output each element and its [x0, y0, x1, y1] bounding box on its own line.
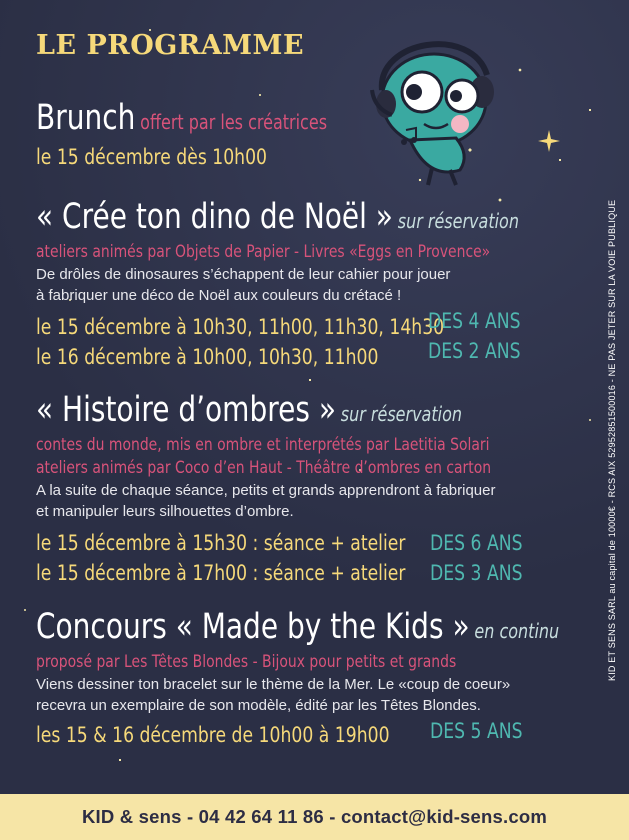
ombres-description-line: A la suite de chaque séance, petits et grands apprendront à fabriquer [36, 482, 496, 499]
brunch-date: le 15 décembre dès 10h00 [36, 145, 268, 169]
dino-heading: « Crée ton dino de Noël » sur réservation [36, 197, 519, 237]
dino-section [36, 197, 629, 372]
concours-description-line: recevra un exemplaire de son modèle, édité par les Têtes Blondes. [36, 697, 481, 714]
brunch-section [36, 98, 629, 172]
dino-age-badge: DES 4 ANS [428, 309, 521, 333]
brunch-heading: Brunch offert par les créatrices [36, 98, 328, 138]
ombres-age-badge: DES 3 ANS [430, 561, 523, 585]
program-title: LE PROGRAMME [36, 30, 305, 61]
ombres-hosts: ateliers animés par Coco d’en Haut - Théâtre d’ombres en carton [36, 458, 492, 478]
dino-tag: sur réservation [397, 209, 519, 233]
dino-description-line: De drôles de dinosaures s’échappent de leur cahier pour jouer [36, 266, 451, 283]
legal-notice: KID ET SENS SARL au capital de 10000€ - RCS AIX 52952851500016 - NE PAS JETER SUR LA VOIE PUBLIQUE [607, 199, 617, 681]
dino-session: le 16 décembre à 10h00, 10h30, 11h00 [36, 345, 379, 369]
concours-hosts: proposé par Les Têtes Blondes - Bijoux pour petits et grands [36, 652, 457, 672]
ombres-tag: sur réservation [340, 402, 463, 426]
dino-age-badge: DES 2 ANS [428, 339, 521, 363]
ombres-heading: « Histoire d’ombres » sur réservation [36, 390, 463, 430]
ombres-description-line: et manipuler leurs silhouettes d’ombre. [36, 503, 294, 520]
dino-session: le 15 décembre à 10h30, 11h00, 11h30, 14h30 [36, 315, 445, 339]
dino-hosts: ateliers animés par Objets de Papier - Livres «Eggs en Provence» [36, 242, 491, 262]
ombres-section [36, 390, 629, 588]
concours-heading: Concours « Made by the Kids » en continu [36, 607, 560, 647]
concours-tag: en continu [474, 619, 560, 643]
ombres-age-badge: DES 6 ANS [430, 531, 523, 555]
concours-description-line: Viens dessiner ton bracelet sur le thème de la Mer. Le «coup de coeur» [36, 676, 511, 693]
brunch-subheading: offert par les créatrices [140, 110, 328, 134]
dino-description-line: à fabriquer une déco de Noël aux couleurs du crétacé ! [36, 287, 402, 304]
ombres-session: le 15 décembre à 17h00 : séance + atelier [36, 561, 406, 585]
footer-contact: KID & sens - 04 42 64 11 86 - contact@kid-sens.com [0, 794, 629, 840]
concours-section [36, 607, 629, 750]
ombres-session: le 15 décembre à 15h30 : séance + atelier [36, 531, 406, 555]
concours-age-badge: DES 5 ANS [430, 719, 523, 743]
concours-session: les 15 & 16 décembre de 10h00 à 19h00 [36, 723, 390, 747]
ombres-hosts: contes du monde, mis en ombre et interprétés par Laetitia Solari [36, 435, 490, 455]
